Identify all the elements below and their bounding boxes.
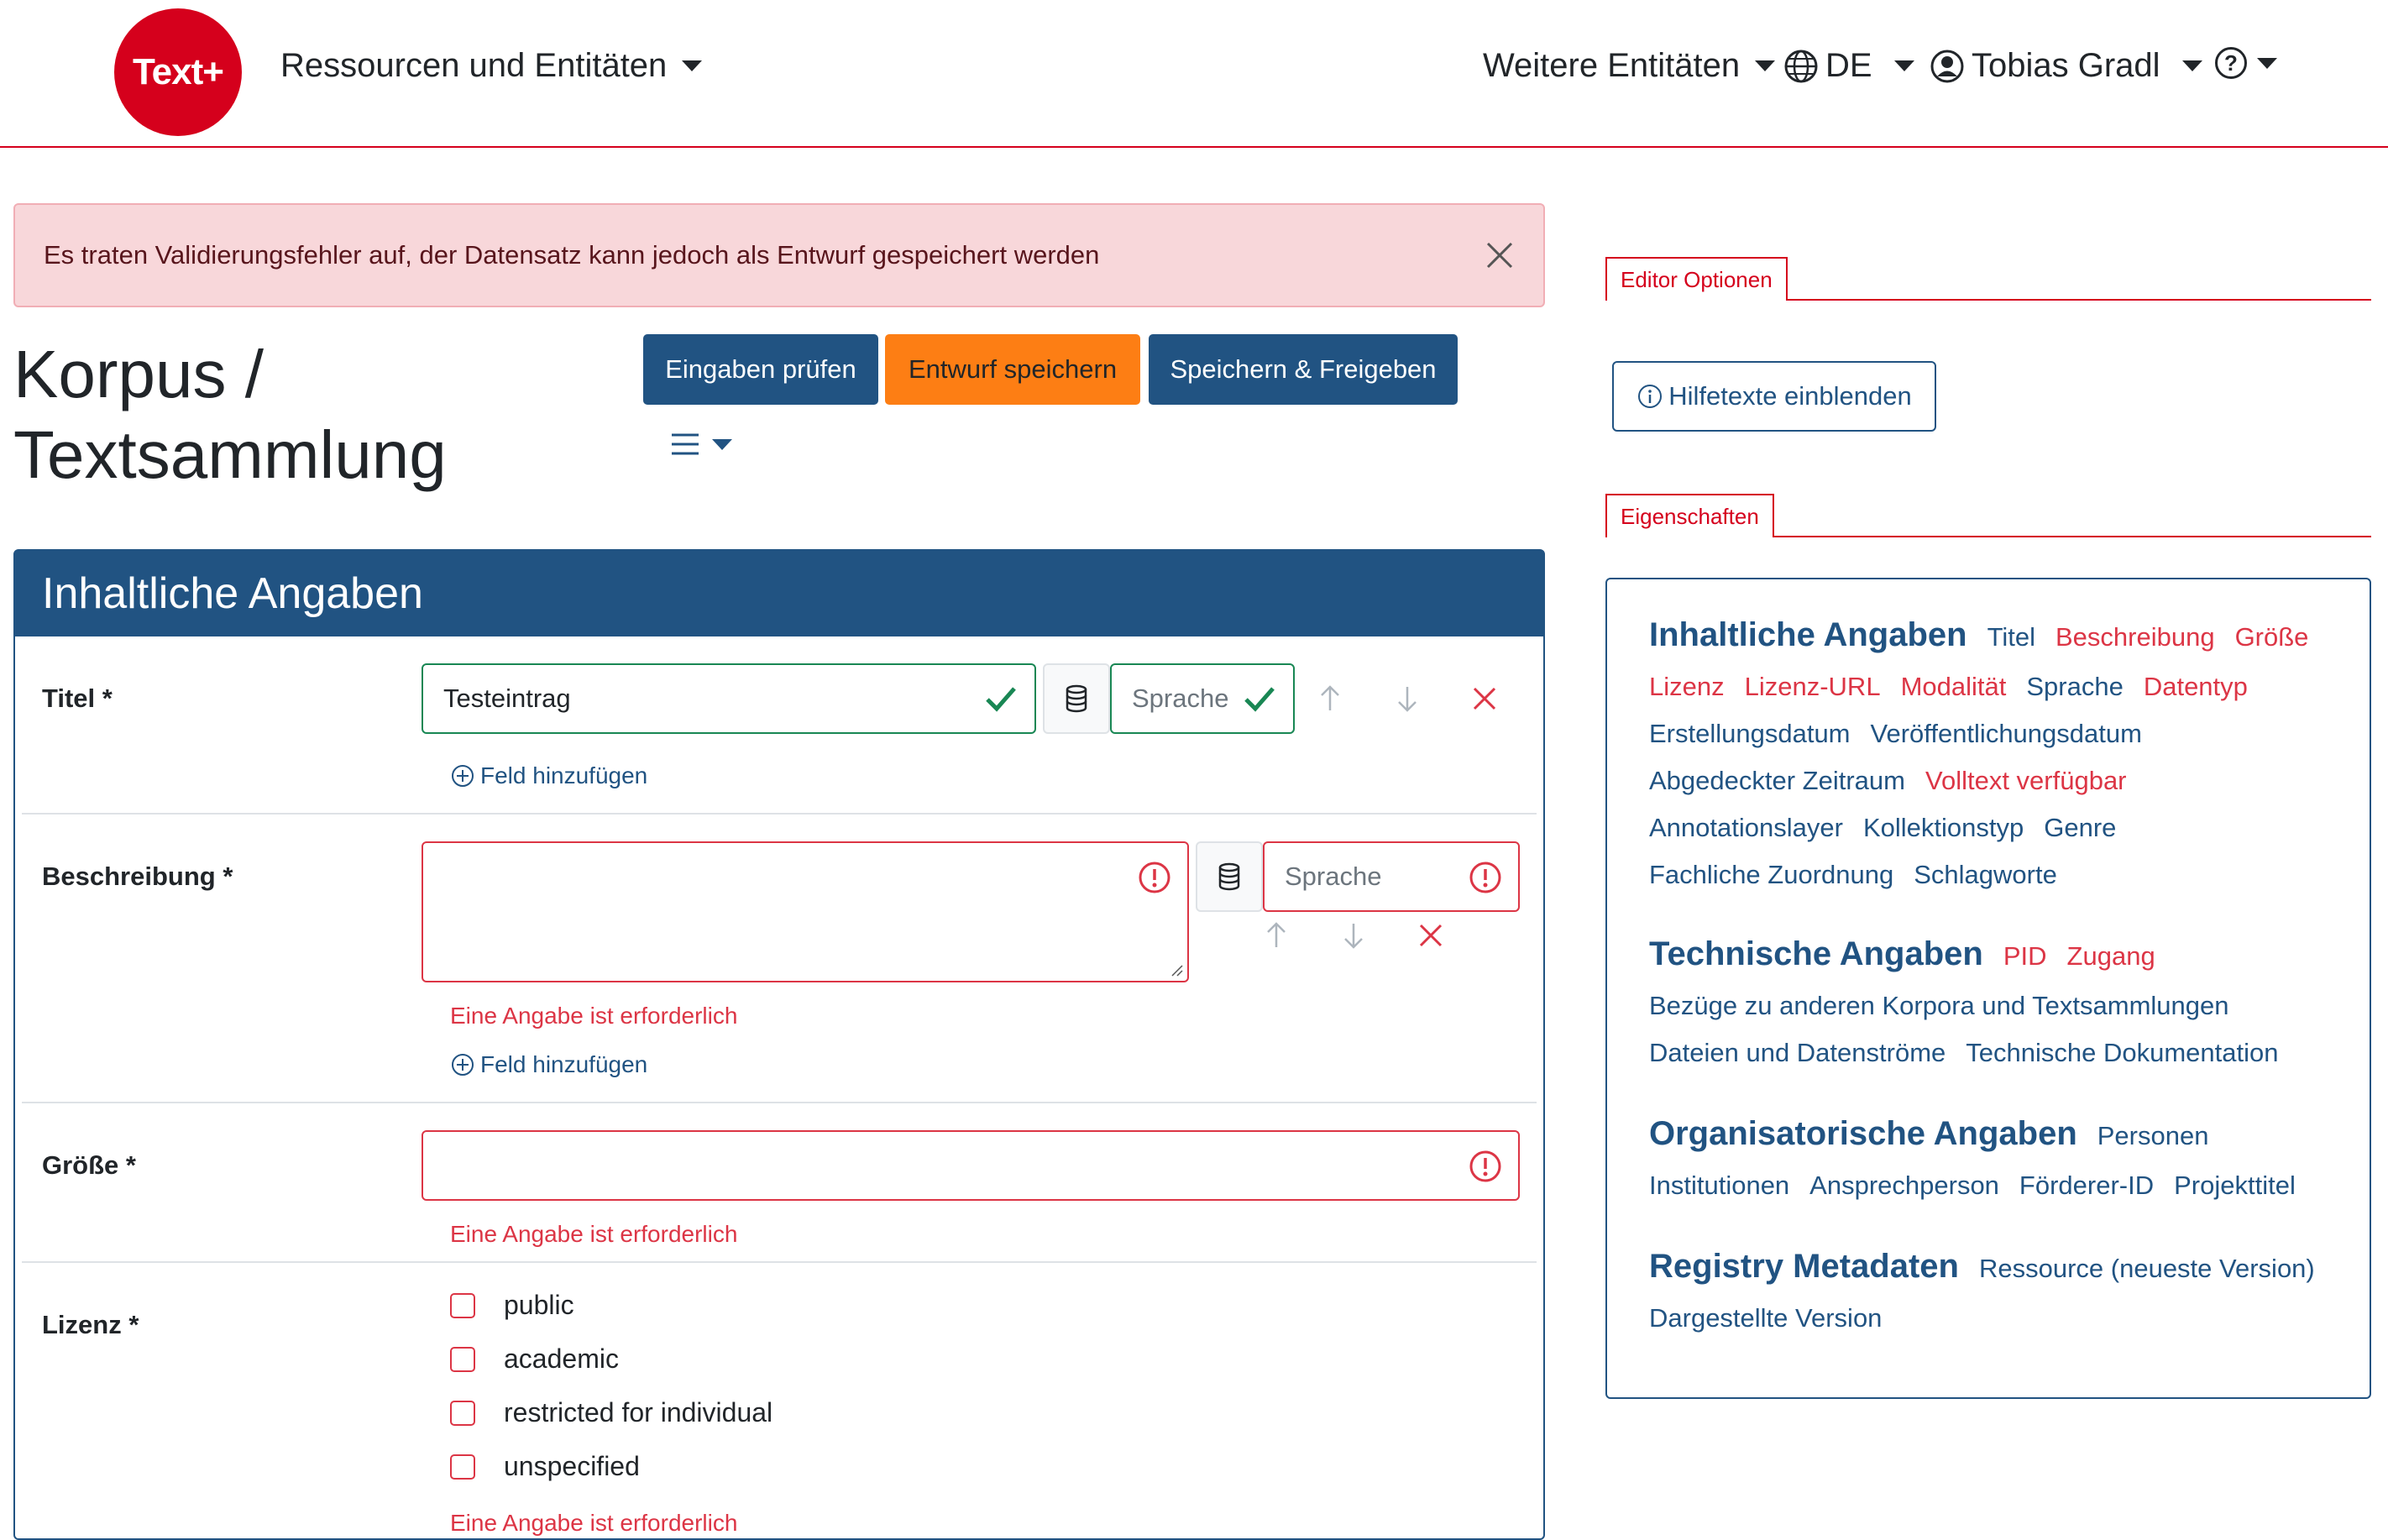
properties-group-heading[interactable]: Registry Metadaten <box>1649 1248 1959 1285</box>
language-label: DE <box>1825 47 1872 84</box>
property-link[interactable]: PID <box>2003 941 2047 971</box>
property-link[interactable]: Ressource (neueste Version) <box>1978 1254 2315 1283</box>
save-draft-button-label: Entwurf speichern <box>908 354 1118 384</box>
property-link[interactable]: Zugang <box>2066 941 2155 971</box>
vocabulary-button[interactable] <box>1196 841 1263 912</box>
caret-down-icon <box>712 439 732 450</box>
vocabulary-button[interactable] <box>1043 663 1110 734</box>
property-link[interactable]: Technische Dokumentation <box>1966 1038 2279 1067</box>
more-entities-label: Weitere Entitäten <box>1483 47 1741 84</box>
property-link[interactable]: Sprache <box>2026 672 2124 701</box>
property-link[interactable]: Fachliche Zuordnung <box>1649 860 1894 889</box>
section-title: Inhaltliche Angaben <box>42 569 423 618</box>
properties-group-heading[interactable]: Technische Angaben <box>1649 935 1983 972</box>
save-draft-button[interactable] <box>885 334 1140 405</box>
property-link[interactable]: Dargestellte Version <box>1649 1303 1883 1333</box>
property-link[interactable]: Veröffentlichungsdatum <box>1870 719 2142 748</box>
resize-handle-icon[interactable] <box>1169 962 1184 977</box>
properties-group-heading[interactable]: Inhaltliche Angaben <box>1649 616 1967 653</box>
arrow-down-icon[interactable] <box>1390 682 1424 715</box>
property-link[interactable]: Kollektionstyp <box>1862 813 2024 842</box>
size-error: Eine Angabe ist erforderlich <box>450 1221 738 1247</box>
help-glyph: ? <box>2224 50 2238 76</box>
property-link[interactable]: Größe <box>2234 622 2309 652</box>
more-actions-menu[interactable] <box>670 432 732 457</box>
show-help-button[interactable] <box>1612 361 1936 432</box>
size-input[interactable] <box>422 1130 1520 1201</box>
description-add-field-button[interactable] <box>450 1051 647 1078</box>
row-divider <box>22 1102 1537 1103</box>
property-link[interactable]: Schlagworte <box>1914 860 2057 889</box>
property-link[interactable]: Ansprechperson <box>1809 1171 1999 1200</box>
property-link[interactable]: Personen <box>2097 1121 2209 1150</box>
add-field-label: Feld hinzufügen <box>480 762 648 788</box>
editor-options-label: Editor Optionen <box>1621 266 1773 292</box>
arrow-up-icon[interactable] <box>1313 682 1347 715</box>
property-link[interactable]: Titel <box>1987 622 2035 652</box>
validation-alert <box>13 203 1545 307</box>
title-input-value: Testeintrag <box>443 684 571 713</box>
textplus-logo[interactable] <box>114 8 242 136</box>
property-link[interactable]: Lizenz-URL <box>1744 672 1881 701</box>
plus-circle-icon <box>450 763 475 788</box>
page-title-line2: Textsammlung <box>13 417 447 492</box>
logo-text: Text+ <box>133 51 223 92</box>
checkbox[interactable] <box>450 1347 475 1372</box>
check-icon <box>982 680 1019 717</box>
help-menu[interactable] <box>2215 47 2277 79</box>
title-label: Titel * <box>42 684 113 713</box>
language-menu[interactable] <box>1783 47 1914 85</box>
description-language-placeholder: Sprache <box>1285 862 1382 891</box>
property-link[interactable]: Modalität <box>1900 672 2007 701</box>
title-add-field-button[interactable] <box>450 762 647 789</box>
save-publish-button[interactable] <box>1149 334 1458 405</box>
hamburger-icon <box>670 432 700 457</box>
license-option-label: academic <box>504 1344 619 1374</box>
error-circle-icon <box>1468 1149 1503 1184</box>
title-input[interactable] <box>422 663 1036 734</box>
license-option-unspecified[interactable] <box>450 1451 640 1482</box>
info-circle-icon <box>1637 383 1663 410</box>
arrow-up-icon[interactable] <box>1259 919 1293 952</box>
check-icon <box>1241 680 1278 717</box>
resources-menu[interactable] <box>280 47 702 85</box>
add-field-label: Feld hinzufügen <box>480 1051 648 1077</box>
property-link[interactable]: Datentyp <box>2143 672 2248 701</box>
tab-properties[interactable] <box>1605 494 1774 537</box>
caret-down-icon <box>1894 60 1914 71</box>
properties-header <box>1605 494 2371 537</box>
save-publish-button-label: Speichern & Freigeben <box>1170 354 1437 384</box>
license-option-label: restricted for individual <box>504 1397 773 1427</box>
validate-button-label: Eingaben prüfen <box>665 354 856 384</box>
question-circle-icon <box>2215 47 2247 79</box>
properties-panel <box>1605 578 2371 1399</box>
caret-down-icon <box>2182 60 2202 71</box>
checkbox[interactable] <box>450 1454 475 1480</box>
property-link[interactable]: Dateien und Datenströme <box>1649 1038 1946 1067</box>
validate-button[interactable] <box>643 334 878 405</box>
property-link[interactable]: Annotationslayer <box>1649 813 1843 842</box>
tab-editor-options[interactable] <box>1605 257 1788 301</box>
property-link[interactable]: Projekttitel <box>2174 1171 2296 1200</box>
caret-down-icon <box>682 60 702 71</box>
license-error: Eine Angabe ist erforderlich <box>450 1510 738 1536</box>
more-entities-menu[interactable] <box>1483 47 1775 85</box>
user-name: Tobias Gradl <box>1972 47 2160 84</box>
arrow-down-icon[interactable] <box>1337 919 1370 952</box>
user-circle-icon <box>1930 49 1965 84</box>
caret-down-icon <box>2257 58 2277 69</box>
property-link[interactable]: Genre <box>2044 813 2117 842</box>
remove-icon[interactable] <box>1414 919 1448 952</box>
user-menu[interactable] <box>1930 47 2202 85</box>
content-section-card <box>13 549 1545 1540</box>
close-icon[interactable] <box>1481 237 1518 274</box>
checkbox[interactable] <box>450 1293 475 1318</box>
page-title <box>13 334 618 495</box>
resources-menu-label: Ressourcen und Entitäten <box>280 47 668 84</box>
remove-icon[interactable] <box>1468 682 1501 715</box>
license-option-public[interactable] <box>450 1290 574 1321</box>
caret-down-icon <box>1755 60 1775 71</box>
property-link[interactable]: Abgedeckter Zeitraum <box>1649 766 1905 795</box>
show-help-label: Hilfetexte einblenden <box>1668 381 1912 411</box>
property-link[interactable]: Erstellungsdatum <box>1649 719 1851 748</box>
properties-label: Eigenschaften <box>1621 503 1759 529</box>
license-option-restricted[interactable] <box>450 1397 772 1428</box>
description-error: Eine Angabe ist erforderlich <box>450 1003 738 1029</box>
database-icon <box>1217 862 1242 891</box>
description-textarea[interactable] <box>422 841 1189 982</box>
alert-message: Es traten Validierungsfehler auf, der Datensatz kann jedoch als Entwurf gespeichert werden <box>44 240 1100 270</box>
license-option-label: unspecified <box>504 1451 640 1481</box>
property-link[interactable]: Volltext verfügbar <box>1925 766 2127 795</box>
property-link[interactable]: Lizenz <box>1649 672 1725 701</box>
row-divider <box>22 1261 1537 1263</box>
license-label: Lizenz * <box>42 1310 139 1339</box>
property-link[interactable]: Institutionen <box>1649 1171 1790 1200</box>
row-divider <box>22 813 1537 815</box>
size-label: Größe * <box>42 1150 136 1180</box>
license-option-label: public <box>504 1290 574 1320</box>
property-link[interactable]: Beschreibung <box>2055 622 2215 652</box>
license-option-academic[interactable] <box>450 1344 619 1375</box>
error-circle-icon <box>1468 860 1503 895</box>
database-icon <box>1064 684 1089 713</box>
description-language-input[interactable] <box>1263 841 1520 912</box>
properties-group-heading[interactable]: Organisatorische Angaben <box>1649 1115 2077 1152</box>
top-navbar <box>0 0 2388 148</box>
error-circle-icon <box>1137 860 1172 895</box>
section-header <box>15 551 1543 636</box>
title-language-input[interactable] <box>1110 663 1295 734</box>
checkbox[interactable] <box>450 1401 475 1426</box>
editor-options-header <box>1605 257 2371 301</box>
globe-icon <box>1783 49 1819 84</box>
property-link[interactable]: Förderer-ID <box>2019 1171 2155 1200</box>
description-label: Beschreibung * <box>42 862 233 891</box>
page-title-line1: Korpus / <box>13 337 264 411</box>
plus-circle-icon <box>450 1052 475 1077</box>
title-language-placeholder: Sprache <box>1132 684 1229 713</box>
property-link[interactable]: Bezüge zu anderen Korpora und Textsammlungen <box>1649 991 2229 1020</box>
